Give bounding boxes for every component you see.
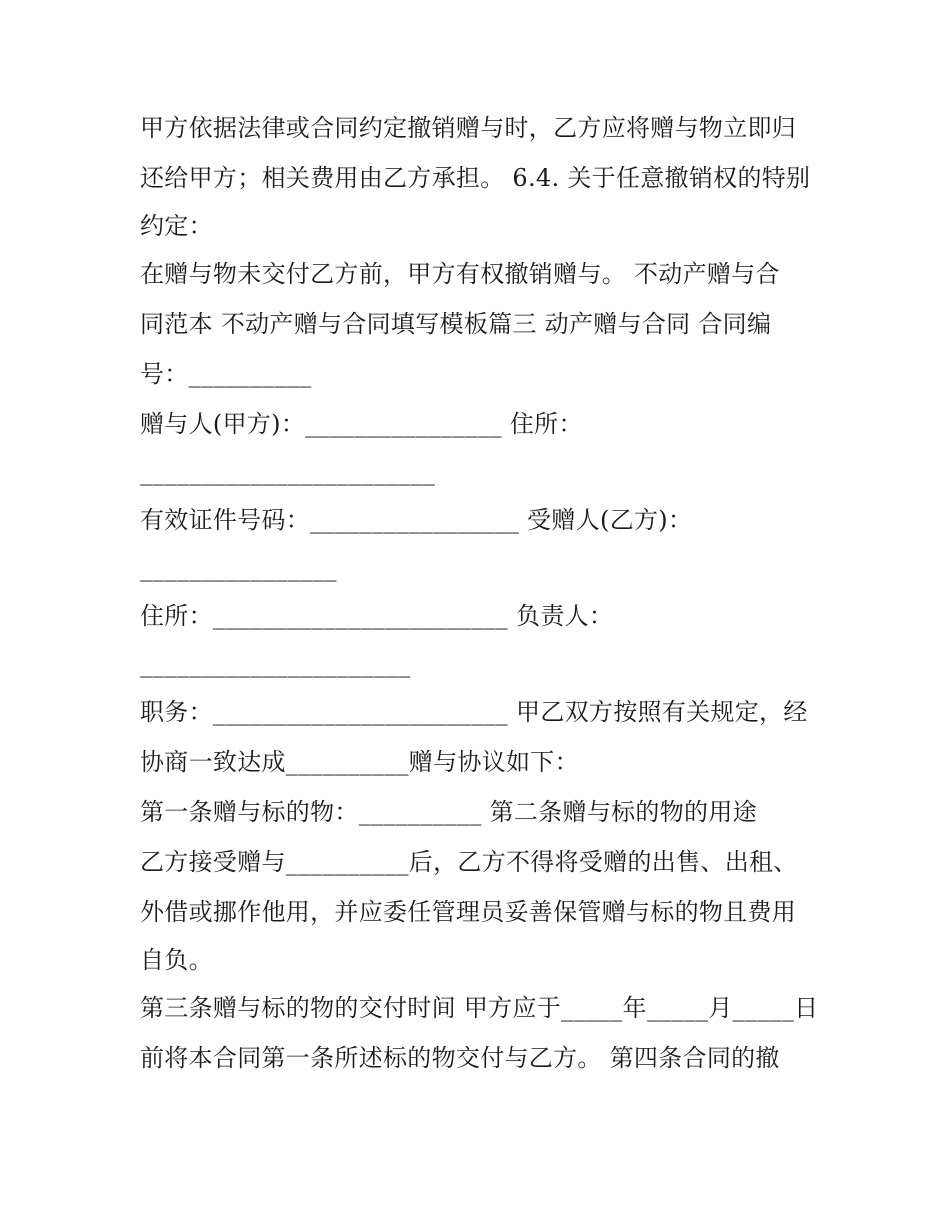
text-line: 号：__________ [140,360,312,388]
text-line: 前将本合同第一条所述标的物交付与乙方。 第四条合同的撤 [140,1044,780,1072]
text-line: 职务：________________________ 甲乙双方按照有关规定，经 [140,698,808,726]
text-line: ______________________ [140,650,411,678]
text-line: 第一条赠与标的物：__________ 第二条赠与标的物的用途 [140,798,757,826]
text-line: ________________ [140,554,337,582]
text-line: 还给甲方；相关费用由乙方承担。 6.4. 关于任意撤销权的特别 [140,164,811,192]
text-line: 乙方接受赠与__________后，乙方不得将受赠的出售、出租、 [140,848,798,876]
text-line: 外借或挪作他用，并应委任管理员妥善保管赠与标的物且费用 [140,898,797,926]
text-line: 甲方依据法律或合同约定撤销赠与时，乙方应将赠与物立即归 [140,114,797,142]
text-line: 第三条赠与标的物的交付时间 甲方应于_____年_____月_____日 [140,994,819,1022]
text-line: 赠与人(甲方)：________________ 住所： [140,410,583,438]
text-line: 自负。 [140,946,213,974]
text-line: 约定： [140,212,213,240]
text-line: 有效证件号码：_________________ 受赠人(乙方)： [140,506,693,534]
document-body [140,103,820,1083]
text-line: 协商一致达成__________赠与协议如下： [140,748,579,776]
text-line: 同范本 不动产赠与合同填写模板篇三 动产赠与合同 合同编 [140,310,772,338]
text-line: 在赠与物未交付乙方前，甲方有权撤销赠与。 不动产赠与合 [140,260,780,288]
text-line: 住所：________________________ 负责人： [140,602,614,630]
text-line: ________________________ [140,458,436,486]
